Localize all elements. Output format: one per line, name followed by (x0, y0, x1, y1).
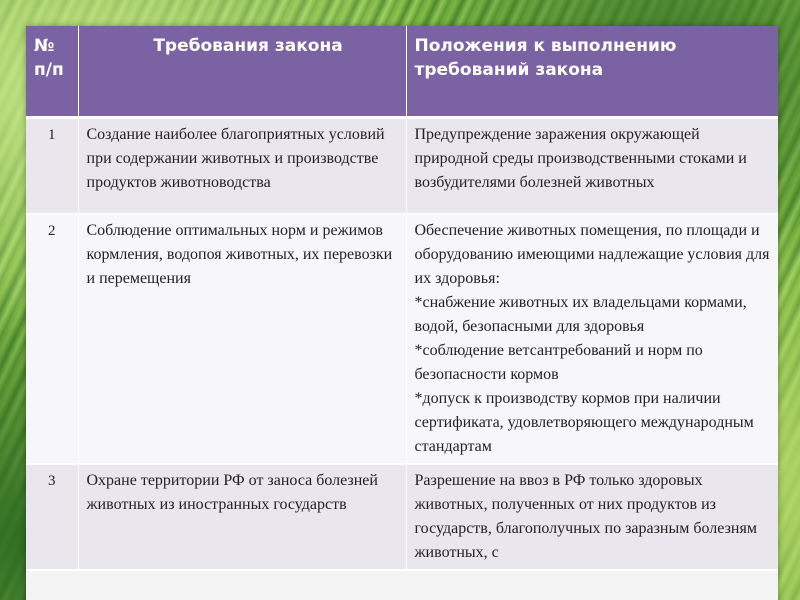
provisions-cell (406, 118, 778, 214)
requirement-cell: Создание наиболее благоприятных условий при содержании животных и производстве продуктов животноводства (78, 118, 406, 214)
header-requirements: Требования закона (78, 26, 406, 118)
table-row (26, 464, 778, 570)
provision-line: *снабжение животных их владельцами кормами, водой, безопасными для здоровья (414, 293, 747, 335)
table-row (26, 214, 778, 464)
requirement-cell: Соблюдение оптимальных норм и режимов кормления, водопоя животных, их перевозки и перемещения (78, 214, 406, 464)
row-number: 2 (26, 214, 78, 464)
law-requirements-table (26, 26, 778, 571)
row-number: 1 (26, 118, 78, 214)
header-provisions: Положения к выполнению требований закона (406, 26, 778, 118)
row-number: 3 (26, 464, 78, 570)
slide-frame (26, 26, 778, 600)
provision-line: Разрешение на ввоз в РФ только здоровых животных, полученных от них продуктов из государств, благополучных по заразным болезням животных, с (414, 471, 757, 561)
provisions-cell (406, 214, 778, 464)
table-row (26, 118, 778, 214)
provision-line: Обеспечение животных помещения, по площади и оборудованию имеющими надлежащие условия для их здоровья: (414, 221, 770, 287)
provisions-cell (406, 464, 778, 570)
header-num: № п/п (26, 26, 78, 118)
requirement-cell: Охране территории РФ от заноса болезней животных из иностранных государств (78, 464, 406, 570)
provision-line: *допуск к производству кормов при наличии сертификата, удовлетворяющего международным стандартам (414, 389, 754, 455)
provision-line: *соблюдение ветсантребований и норм по безопасности кормов (414, 341, 703, 383)
table-header-row (26, 26, 778, 118)
provision-line: Предупреждение заражения окружающей природной среды производственными стоками и возбудителями болезней животных (414, 126, 747, 191)
